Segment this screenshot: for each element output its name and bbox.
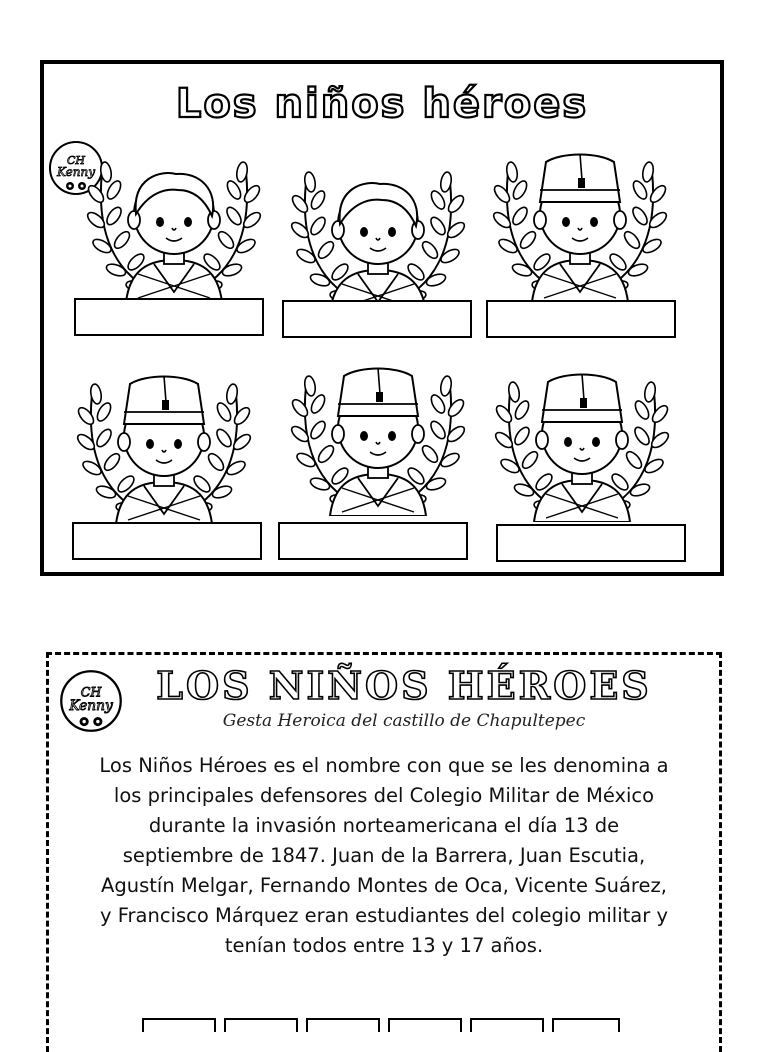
hero-portrait-6: [492, 352, 672, 522]
name-box-1[interactable]: [74, 298, 264, 336]
kenny-logo-2: [59, 669, 123, 733]
answer-box-6[interactable]: [552, 1018, 620, 1032]
info-card-body: Los Niños Héroes es el nombre con que se les denomina a los principales defensores del Colegio Militar de México durante la invasión norteamericana el día 13 de septiembre de 1847. Juan de la Barrera, Juan Escutia, Agustín Melgar, Fernando Montes de Oca, Vicente Suárez, y Francisco Márquez eran estudiantes del colegio militar y tenían todos entre 13 y 17 años.: [99, 754, 669, 957]
hero-portrait-4: [74, 354, 254, 524]
hero-portrait-2: [288, 142, 468, 312]
name-box-6[interactable]: [496, 524, 686, 562]
name-box-3[interactable]: [486, 300, 676, 338]
answer-box-3[interactable]: [306, 1018, 380, 1032]
logo-text-2: Kenny: [57, 165, 95, 179]
info-card-subtitle: Gesta Heroica del castillo de Chapultepec: [222, 711, 586, 731]
answer-box-4[interactable]: [388, 1018, 462, 1032]
answer-box-2[interactable]: [224, 1018, 298, 1032]
worksheet-title: Los niños héroes: [175, 81, 589, 127]
logo2-text-2: Kenny: [69, 698, 113, 715]
hero-portrait-3: [490, 132, 670, 302]
logo2-text-1: CH: [80, 684, 102, 700]
worksheet-card: [40, 60, 724, 576]
info-card-title: LOS NIÑOS HÉROES: [156, 663, 652, 708]
info-card: [46, 652, 722, 1052]
answer-box-5[interactable]: [470, 1018, 544, 1032]
name-box-2[interactable]: [282, 300, 472, 338]
hero-portrait-1: [84, 132, 264, 302]
name-box-4[interactable]: [72, 522, 262, 560]
name-box-5[interactable]: [278, 522, 468, 560]
answer-box-1[interactable]: [142, 1018, 216, 1032]
logo-text-1: CH: [66, 154, 86, 167]
hero-portrait-5: [288, 346, 468, 516]
